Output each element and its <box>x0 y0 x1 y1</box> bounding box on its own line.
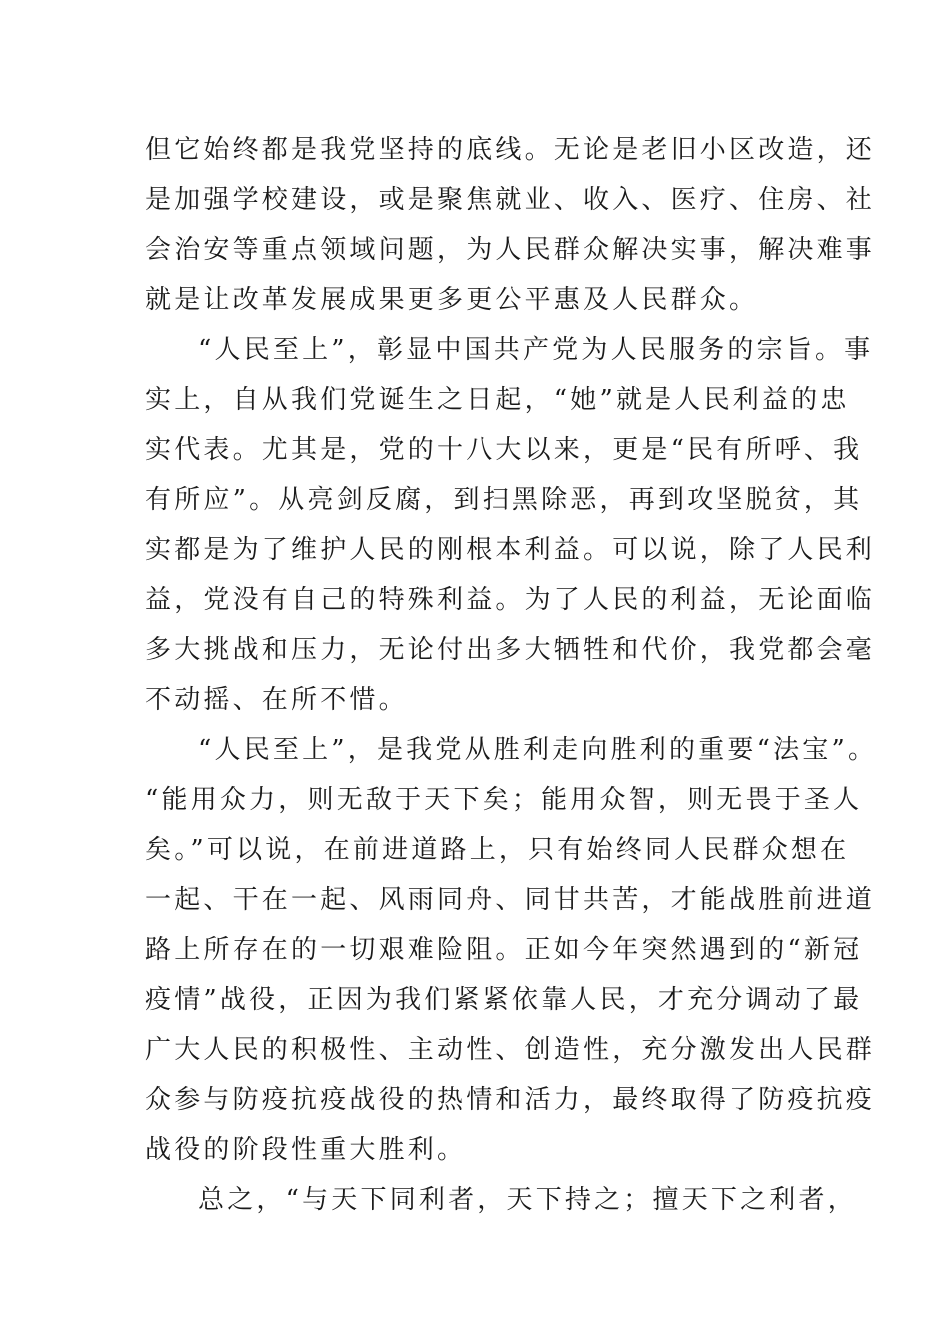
text-line: 实代表。尤其是，党的十八大以来，更是“民有所呼、我 <box>145 435 863 465</box>
text-line: 益，党没有自己的特殊利益。为了人民的利益，无论面临 <box>145 585 876 615</box>
text-line: 是加强学校建设，或是聚焦就业、收入、医疗、住房、社 <box>145 185 876 215</box>
text-line: 战役的阶段性重大胜利。 <box>145 1135 467 1165</box>
text-line: “能用众力，则无敌于天下矣；能用众智，则无畏于圣人 <box>145 785 863 815</box>
text-line: 不动摇、在所不惜。 <box>145 685 408 715</box>
text-line: 实都是为了维护人民的刚根本利益。可以说，除了人民利 <box>145 535 876 565</box>
text-line: 众参与防疫抗疫战役的热情和活力，最终取得了防疫抗疫 <box>145 1085 876 1115</box>
text-line: 多大挑战和压力，无论付出多大牺牲和代价，我党都会毫 <box>145 635 876 665</box>
text-line: 有所应”。从亮剑反腐，到扫黑除恶，再到攻坚脱贫，其 <box>145 485 863 515</box>
text-line: 一起、干在一起、风雨同舟、同甘共苦，才能战胜前进道 <box>145 885 876 915</box>
text-line: 广大人民的积极性、主动性、创造性，充分激发出人民群 <box>145 1035 876 1065</box>
text-line: 矣。”可以说，在前进道路上，只有始终同人民群众想在 <box>145 835 850 865</box>
text-line: 路上所存在的一切艰难险阻。正如今年突然遇到的“新冠 <box>145 935 863 965</box>
text-line: 实上，自从我们党诞生之日起，“她”就是人民利益的忠 <box>145 385 850 415</box>
paragraph-first-line: “人民至上”，是我党从胜利走向胜利的重要“法宝”。 <box>198 735 878 765</box>
text-line: 疫情”战役，正因为我们紧紧依靠人民，才充分调动了最 <box>145 985 863 1015</box>
paragraph-first-line: 总之，“与天下同利者，天下持之；擅天下之利者， <box>198 1185 857 1215</box>
text-line: 就是让改革发展成果更多更公平惠及人民群众。 <box>145 285 759 315</box>
text-line: 但它始终都是我党坚持的底线。无论是老旧小区改造，还 <box>145 135 876 165</box>
text-line: 会治安等重点领域问题，为人民群众解决实事，解决难事 <box>145 235 876 265</box>
paragraph-first-line: “人民至上”，彰显中国共产党为人民服务的宗旨。事 <box>198 335 874 365</box>
